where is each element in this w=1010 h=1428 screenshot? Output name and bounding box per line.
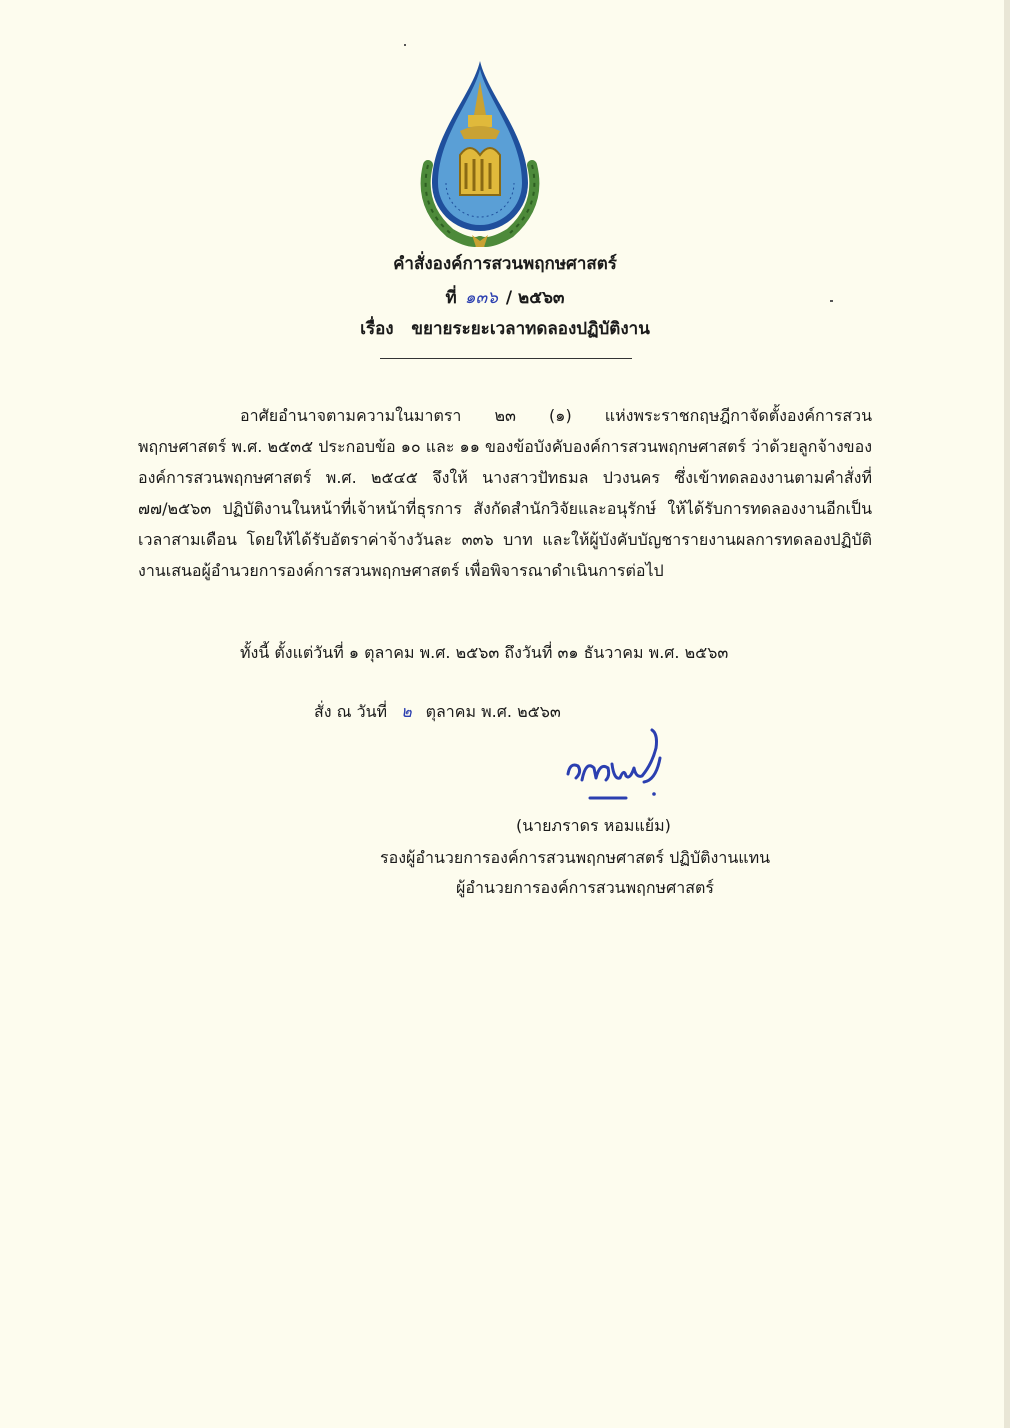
order-number-handwritten: ๑๓๖ — [464, 288, 498, 308]
subject-text: ขยายระยะเวลาทดลองปฏิบัติงาน — [411, 319, 650, 339]
issued-suffix: ตุลาคม พ.ศ. ๒๕๖๓ — [425, 702, 561, 721]
signer-position-line1: รองผู้อำนวยการองค์การสวนพฤกษศาสตร์ ปฏิบัติงานแทน — [380, 848, 771, 867]
header-divider — [380, 358, 632, 359]
signature — [560, 718, 670, 808]
issued-prefix: สั่ง ณ วันที่ — [314, 702, 388, 721]
body-paragraph: อาศัยอำนาจตามความในมาตรา ๒๓ (๑) แห่งพระราชกฤษฎีกาจัดตั้งองค์การสวนพฤกษศาสตร์ พ.ศ. ๒๕๓๕ ประกอบข้อ ๑๐ และ ๑๑ ของข้อบังคับองค์การสวนพฤกษศาสตร์ ว่าด้วยลูกจ้างขององค์การสวนพฤกษศาสตร์ พ.ศ. ๒๕๔๕ จึงให้ นางสาวปัทธมล ปวงนคร ซึ่งเข้าทดลองงานตามคำสั่งที่ ๗๗/๒๕๖๓ ปฏิบัติงานในหน้าที่เจ้าหน้าที่ธุรการ สังกัดสำนักวิจัยและอนุรักษ์ ให้ได้รับการทดลองงานอีกเป็นเวลาสามเดือน โดยให้ได้รับอัตราค่าจ้างวันละ ๓๓๖ บาท และให้ผู้บังคับบัญชารายงานผลการทดลองปฏิบัติงานเสนอผู้อำนวยการองค์การสวนพฤกษศาสตร์ เพื่อพิจารณาดำเนินการต่อไป — [138, 406, 872, 580]
order-prefix: ที่ — [445, 288, 457, 308]
order-number — [0, 284, 1010, 311]
organization-emblem — [410, 55, 550, 250]
effective-period: ทั้งนี้ ตั้งแต่วันที่ ๑ ตุลาคม พ.ศ. ๒๕๖๓ ถึงวันที่ ๓๑ ธันวาคม พ.ศ. ๒๕๖๓ — [240, 643, 729, 662]
issued-date — [314, 700, 561, 725]
subject-line — [0, 315, 1010, 342]
issued-day-handwritten: ๒ — [401, 702, 412, 721]
subject-label: เรื่อง — [360, 319, 394, 339]
order-year: / ๒๕๖๓ — [505, 288, 565, 308]
document-body — [138, 400, 872, 586]
scan-speck — [830, 300, 833, 302]
page-edge — [1004, 0, 1010, 1428]
document-title: คำสั่งองค์การสวนพฤกษศาสตร์ — [393, 254, 617, 274]
signer-name: (นายภราดร หอมแย้ม) — [516, 816, 671, 835]
scan-speck — [404, 44, 406, 46]
signer-position-line2: ผู้อำนวยการองค์การสวนพฤกษศาสตร์ — [456, 878, 714, 897]
